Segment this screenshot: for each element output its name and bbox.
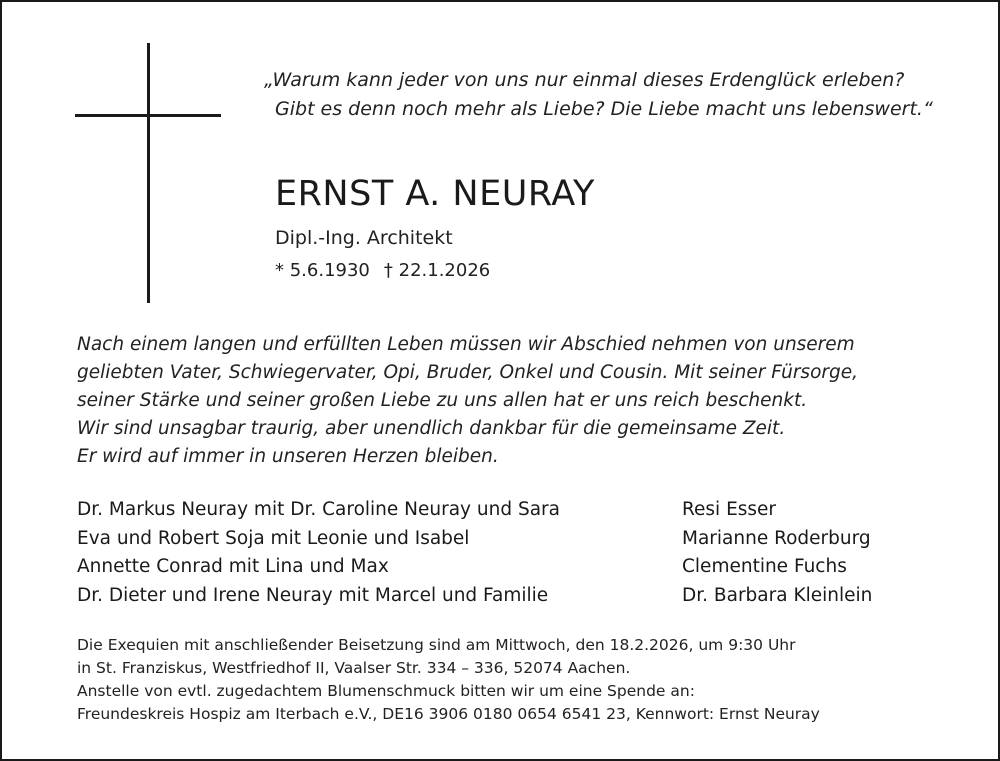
mourner-entry: Annette Conrad mit Lina und Max	[77, 556, 389, 577]
footer-line: Anstelle von evtl. zugedachtem Blumenschmuck bitten wir um eine Spende an:	[77, 682, 695, 700]
mourner-entry: Marianne Roderburg	[682, 527, 871, 549]
funeral-details	[77, 634, 977, 726]
footer-line: Die Exequien mit anschließender Beisetzung sind am Mittwoch, den 18.2.2026, um 9:30 Uhr	[77, 636, 796, 654]
message-line: Nach einem langen und erfüllten Leben müssen wir Abschied nehmen von unserem	[77, 334, 855, 355]
mourner-entry: Resi Esser	[682, 499, 777, 520]
mourner-entry: Clementine Fuchs	[682, 556, 847, 577]
footer-line: Freundeskreis Hospiz am Iterbach e.V., DE16 3906 0180 0654 6541 23, Kennwort: Ernst Neuray	[77, 705, 820, 723]
mourner-entry: Dr. Barbara Kleinlein	[682, 584, 873, 606]
message-line: Er wird auf immer in unseren Herzen bleiben.	[77, 446, 499, 467]
mourners-list-left	[77, 496, 560, 610]
mourner-entry: Dr. Dieter und Irene Neuray mit Marcel und Familie	[77, 584, 549, 606]
deceased-title: Dipl.-Ing. Architekt	[275, 227, 453, 249]
farewell-message	[77, 331, 957, 471]
message-line: Wir sind unsagbar traurig, aber unendlich dankbar für die gemeinsame Zeit.	[77, 418, 786, 439]
memorial-quote	[264, 66, 964, 124]
mourners-list-right	[682, 496, 872, 610]
quote-line: „Warum kann jeder von uns nur einmal dieses Erdenglück erleben?	[264, 69, 905, 91]
cross-horizontal-bar	[75, 114, 221, 117]
birth-date: * 5.6.1930	[275, 260, 370, 281]
life-dates	[275, 260, 490, 281]
cross-vertical-bar	[147, 43, 150, 303]
mourner-entry: Eva und Robert Soja mit Leonie und Isabel	[77, 527, 470, 549]
message-line: geliebten Vater, Schwiegervater, Opi, Bruder, Onkel und Cousin. Mit seiner Fürsorge,	[77, 362, 859, 383]
death-date: † 22.1.2026	[383, 260, 491, 281]
mourner-entry: Dr. Markus Neuray mit Dr. Caroline Neuray und Sara	[77, 499, 560, 520]
deceased-name: ERNST A. NEURAY	[275, 174, 595, 214]
footer-line: in St. Franziskus, Westfriedhof II, Vaalser Str. 334 – 336, 52074 Aachen.	[77, 659, 631, 677]
message-line: seiner Stärke und seiner großen Liebe zu uns allen hat er uns reich beschenkt.	[77, 390, 808, 411]
quote-line: Gibt es denn noch mehr als Liebe? Die Liebe macht uns lebenswert.“	[275, 98, 933, 120]
